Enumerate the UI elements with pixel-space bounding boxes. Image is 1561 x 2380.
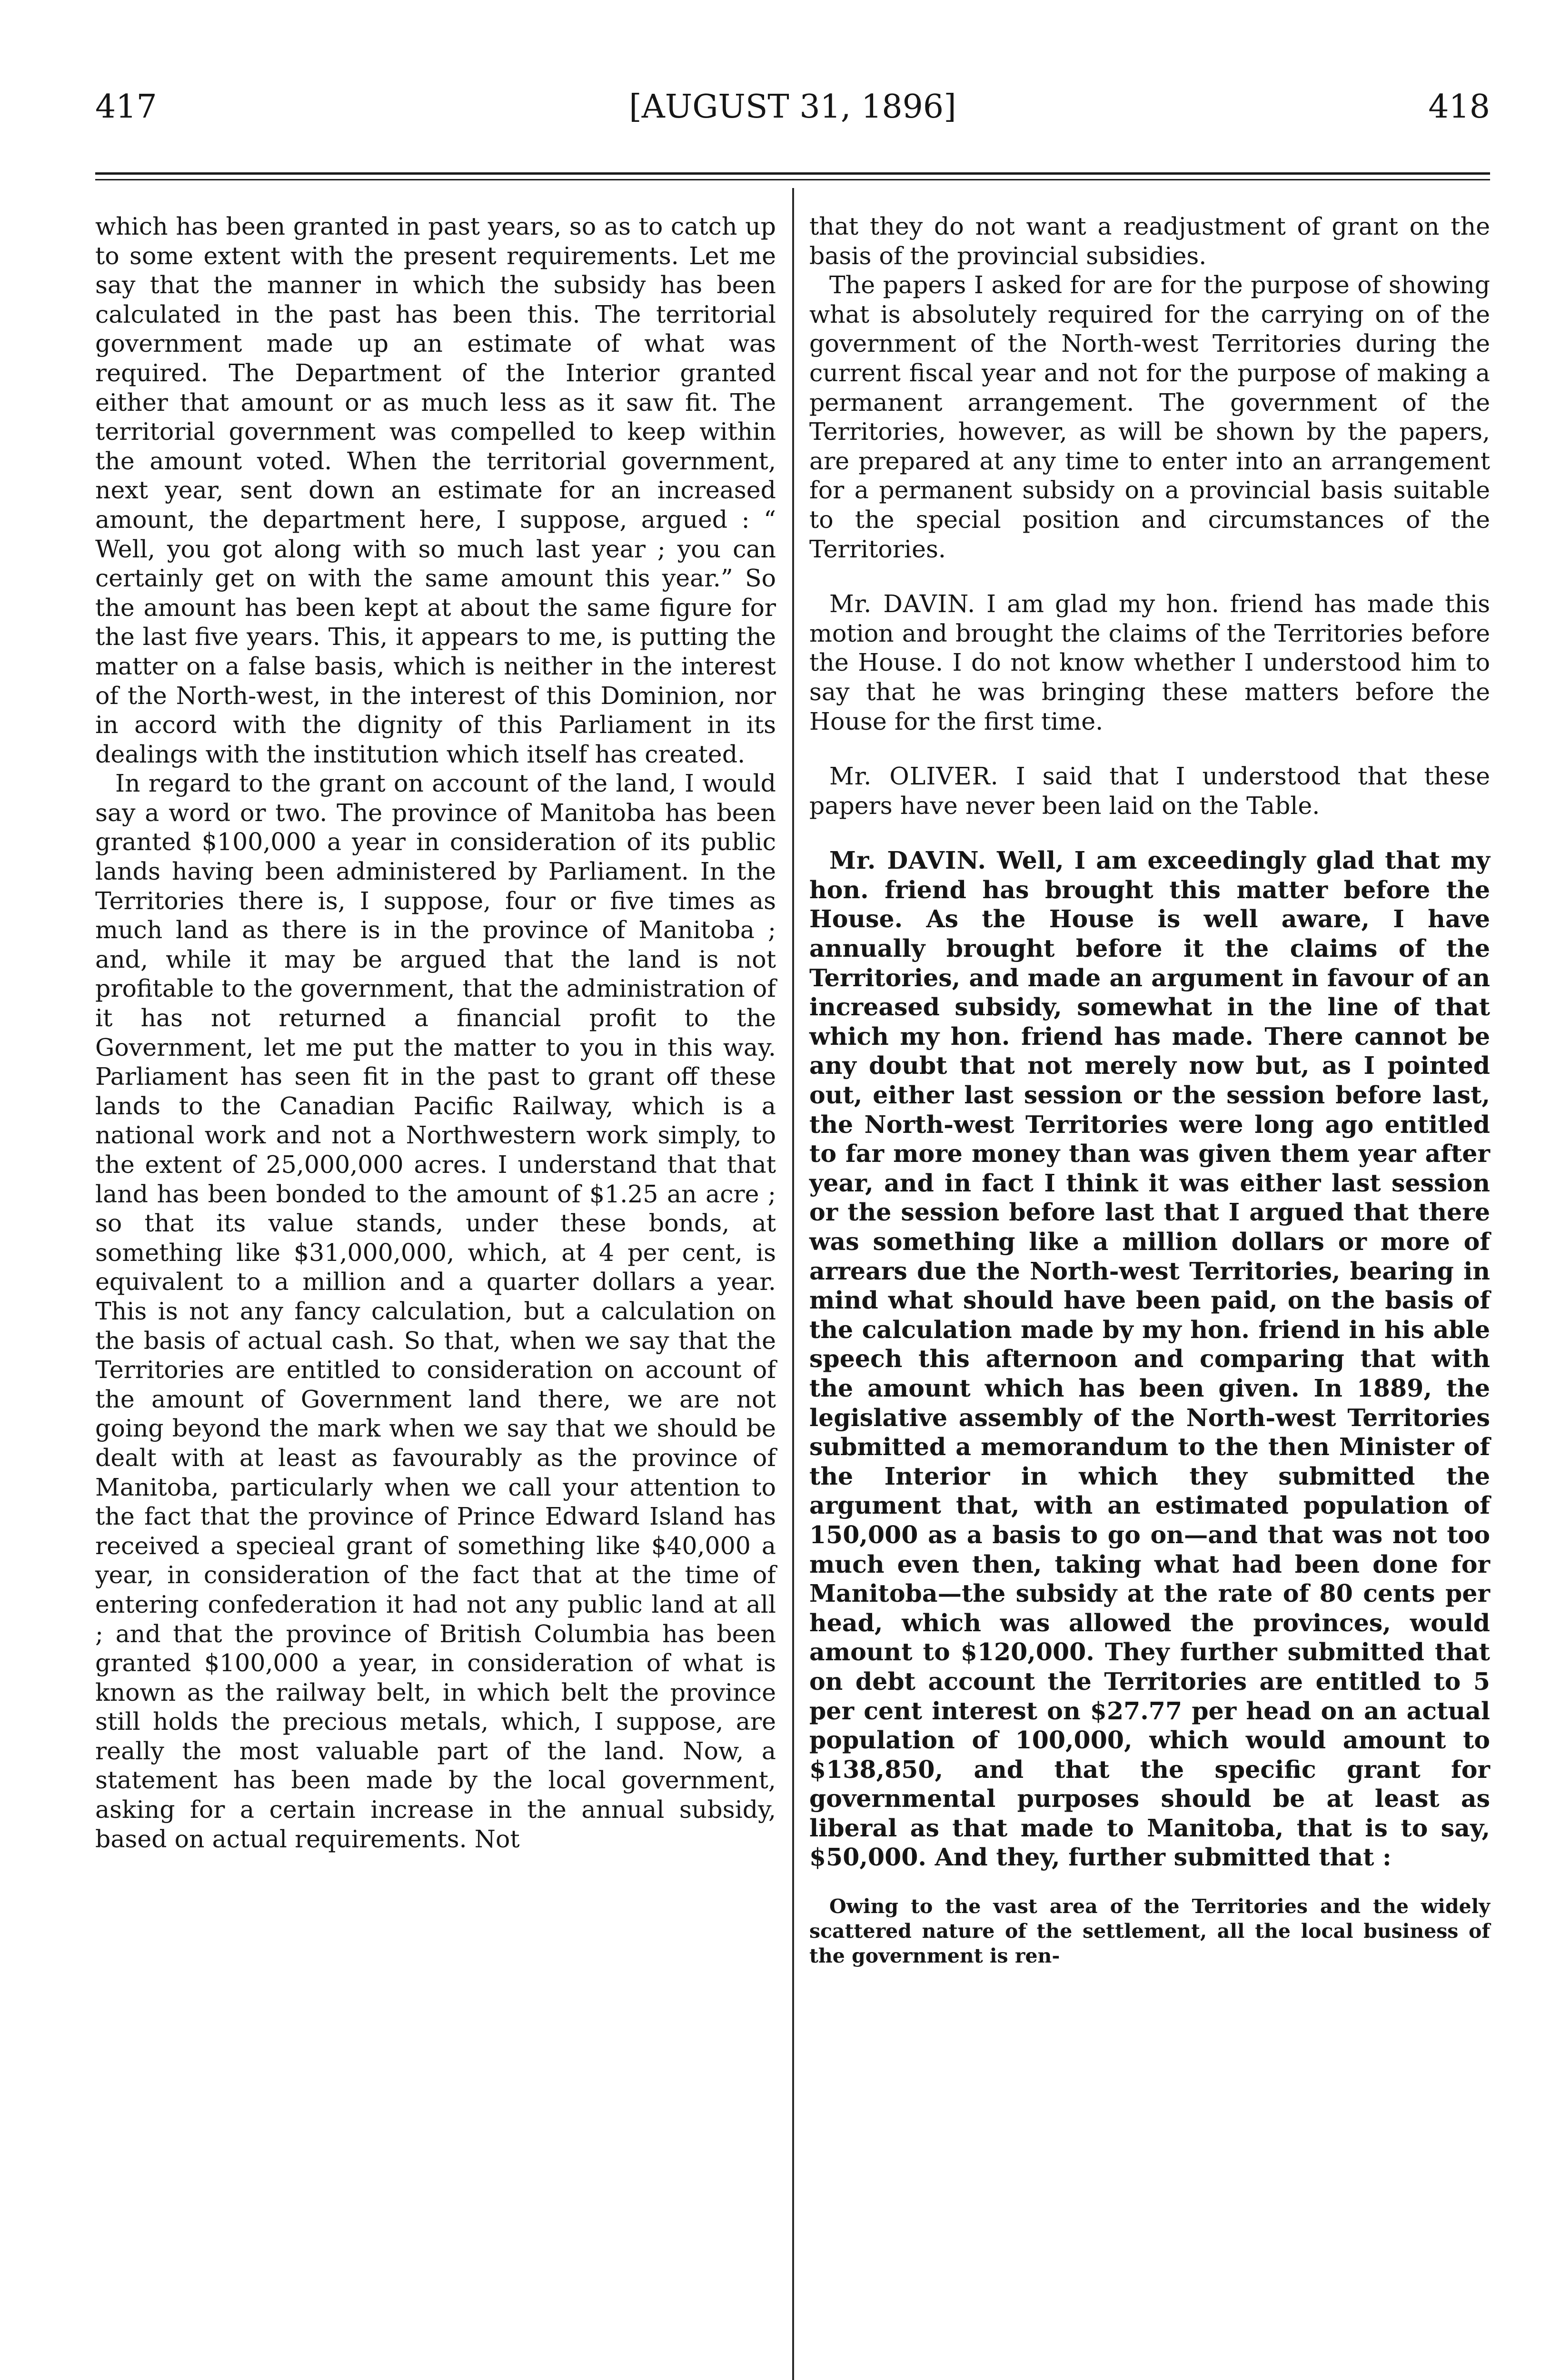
- page-date: [AUGUST 31, 1896]: [629, 88, 956, 126]
- page-header: [95, 81, 1490, 133]
- speech-text: Well, I am exceedingly glad that my hon. friend has brought this matter before the House. As the House is well aware, I have annually brought before it the claims of the Territories, and made an argument in favour of an increased subsidy, somewhat in the line of that which my hon. friend has made. There cannot be any doubt that not merely now but, as I pointed out, either last session or the session before last, the North-west Territories were long ago entitled to far more money than was given them year after year, and in fact I think it was either last session or the session before last that I argued that there was something like a million dollars or more of arrears due the North-west Territories, bearing in mind what should have been paid, on the basis of the calculation made by my hon. friend in his able speech this afternoon and comparing that with the amount which has been given. In 1889, the legislative assembly of the North-west Territories submitted a memorandum to the then Minister of the Interior in which they submitted the argument that, with an estimated population of 150,000 as a basis to go on—and that was not too much even then, taking what had been done for Manitoba—the subsidy at the rate of 80 cents per head, which was allowed the provinces, would amount to $120,000. They further submitted that on debt account the Territories are entitled to 5 per cent interest on $27.77 per head on an actual population of 100,000, which would amount to $138,850, and that the specific grant for governmental purposes should be at least as liberal as that made to Manitoba, that is to say, $50,000. And they, further submitted that :: [809, 846, 1490, 1872]
- right-page-number: 418: [1428, 88, 1490, 126]
- header-rule-bottom: [95, 179, 1490, 180]
- speaker-name: Mr. OLIVER.: [829, 762, 999, 791]
- oliver-speech: [809, 762, 1490, 820]
- header-rule-top: [95, 172, 1490, 175]
- right-paragraph-1: that they do not want a readjustment of grant on the basis of the provincial subsidies.: [809, 212, 1490, 270]
- speech-text: I said that I understood that these papers have never been laid on the Table.: [809, 762, 1490, 820]
- speaker-name: Mr. DAVIN.: [829, 846, 987, 875]
- speaker-name: Mr. DAVIN.: [829, 590, 976, 618]
- speech-text: I am glad my hon. friend has made this motion and brought the claims of the Territories before the House. I do not know whether I understood him to say that he was bringing these matters before the House for the first time.: [809, 590, 1490, 735]
- right-column: [809, 212, 1490, 1968]
- left-paragraph-1: which has been granted in past years, so as to catch up to some extent with the present requirements. Let me say that the manner in which the subsidy has been calculated in the past has been this. The territorial government made up an estimate of what was required. The Department of the Interior granted either that amount or as much less as it saw fit. The territorial government was compelled to keep within the amount voted. When the territorial government, next year, sent down an estimate for an increased amount, the department here, I suppose, argued : “ Well, you got along with so much last year ; you can certainly get on with the same amount this year.” So the amount has been kept at about the same figure for the last five years. This, it appears to me, is putting the matter on a false basis, which is neither in the interest of the North-west, in the interest of this Dominion, nor in accord with the dignity of this Parliament in its dealings with the institution which itself has created.: [95, 212, 776, 768]
- left-page-number: 417: [95, 88, 157, 126]
- left-paragraph-2: In regard to the grant on account of the land, I would say a word or two. The province of Manitoba has been granted $100,000 a year in consideration of its public lands having been administered by Parliament. In the Territories there is, I suppose, four or five times as much land as there is in the province of Manitoba ; and, while it may be argued that the land is not profitable to the government, that the administration of it has not returned a financial profit to the Government, let me put the matter to you in this way. Parliament has seen fit in the past to grant off these lands to the Canadian Pacific Railway, which is a national work and not a Northwestern work simply, to the extent of 25,000,000 acres. I understand that that land has been bonded to the amount of $1.25 an acre ; so that its value stands, under these bonds, at something like $31,000,000, which, at 4 per cent, is equivalent to a million and a quarter dollars a year. This is not any fancy calculation, but a calculation on the basis of actual cash. So that, when we say that the Territories are entitled to consideration on account of the amount of Government land there, we are not going beyond the mark when we say that we should be dealt with at least as favourably as the province of Manitoba, particularly when we call your attention to the fact that the province of Prince Edward Island has received a specieal grant of something like $40,000 a year, in consideration of the fact that at the time of entering confederation it had not any public land at all ; and that the province of British Columbia has been granted $100,000 a year, in consideration of what is known as the railway belt, in which belt the province still holds the precious metals, which, I suppose, are really the most valuable part of the land. Now, a statement has been made by the local government, asking for a certain increase in the annual subsidy, based on actual requirements. Not: [95, 769, 776, 1853]
- davin-speech-2: [809, 846, 1490, 1872]
- left-column: [95, 212, 776, 1854]
- davin-speech-1: [809, 589, 1490, 736]
- column-divider: [792, 188, 794, 2380]
- right-paragraph-2: The papers I asked for are for the purpose of showing what is absolutely required for the carrying on of the government of the North-west Territories during the current fiscal year and not for the purpose of making a permanent arrangement. The government of the Territories, however, as will be shown by the papers, are prepared at any time to enter into an arrangement for a permanent subsidy on a provincial basis suitable to the special position and circumstances of the Territories.: [809, 271, 1490, 563]
- block-quote: Owing to the vast area of the Territories and the widely scattered nature of the settlement, all the local business of the government is ren-: [809, 1895, 1490, 1968]
